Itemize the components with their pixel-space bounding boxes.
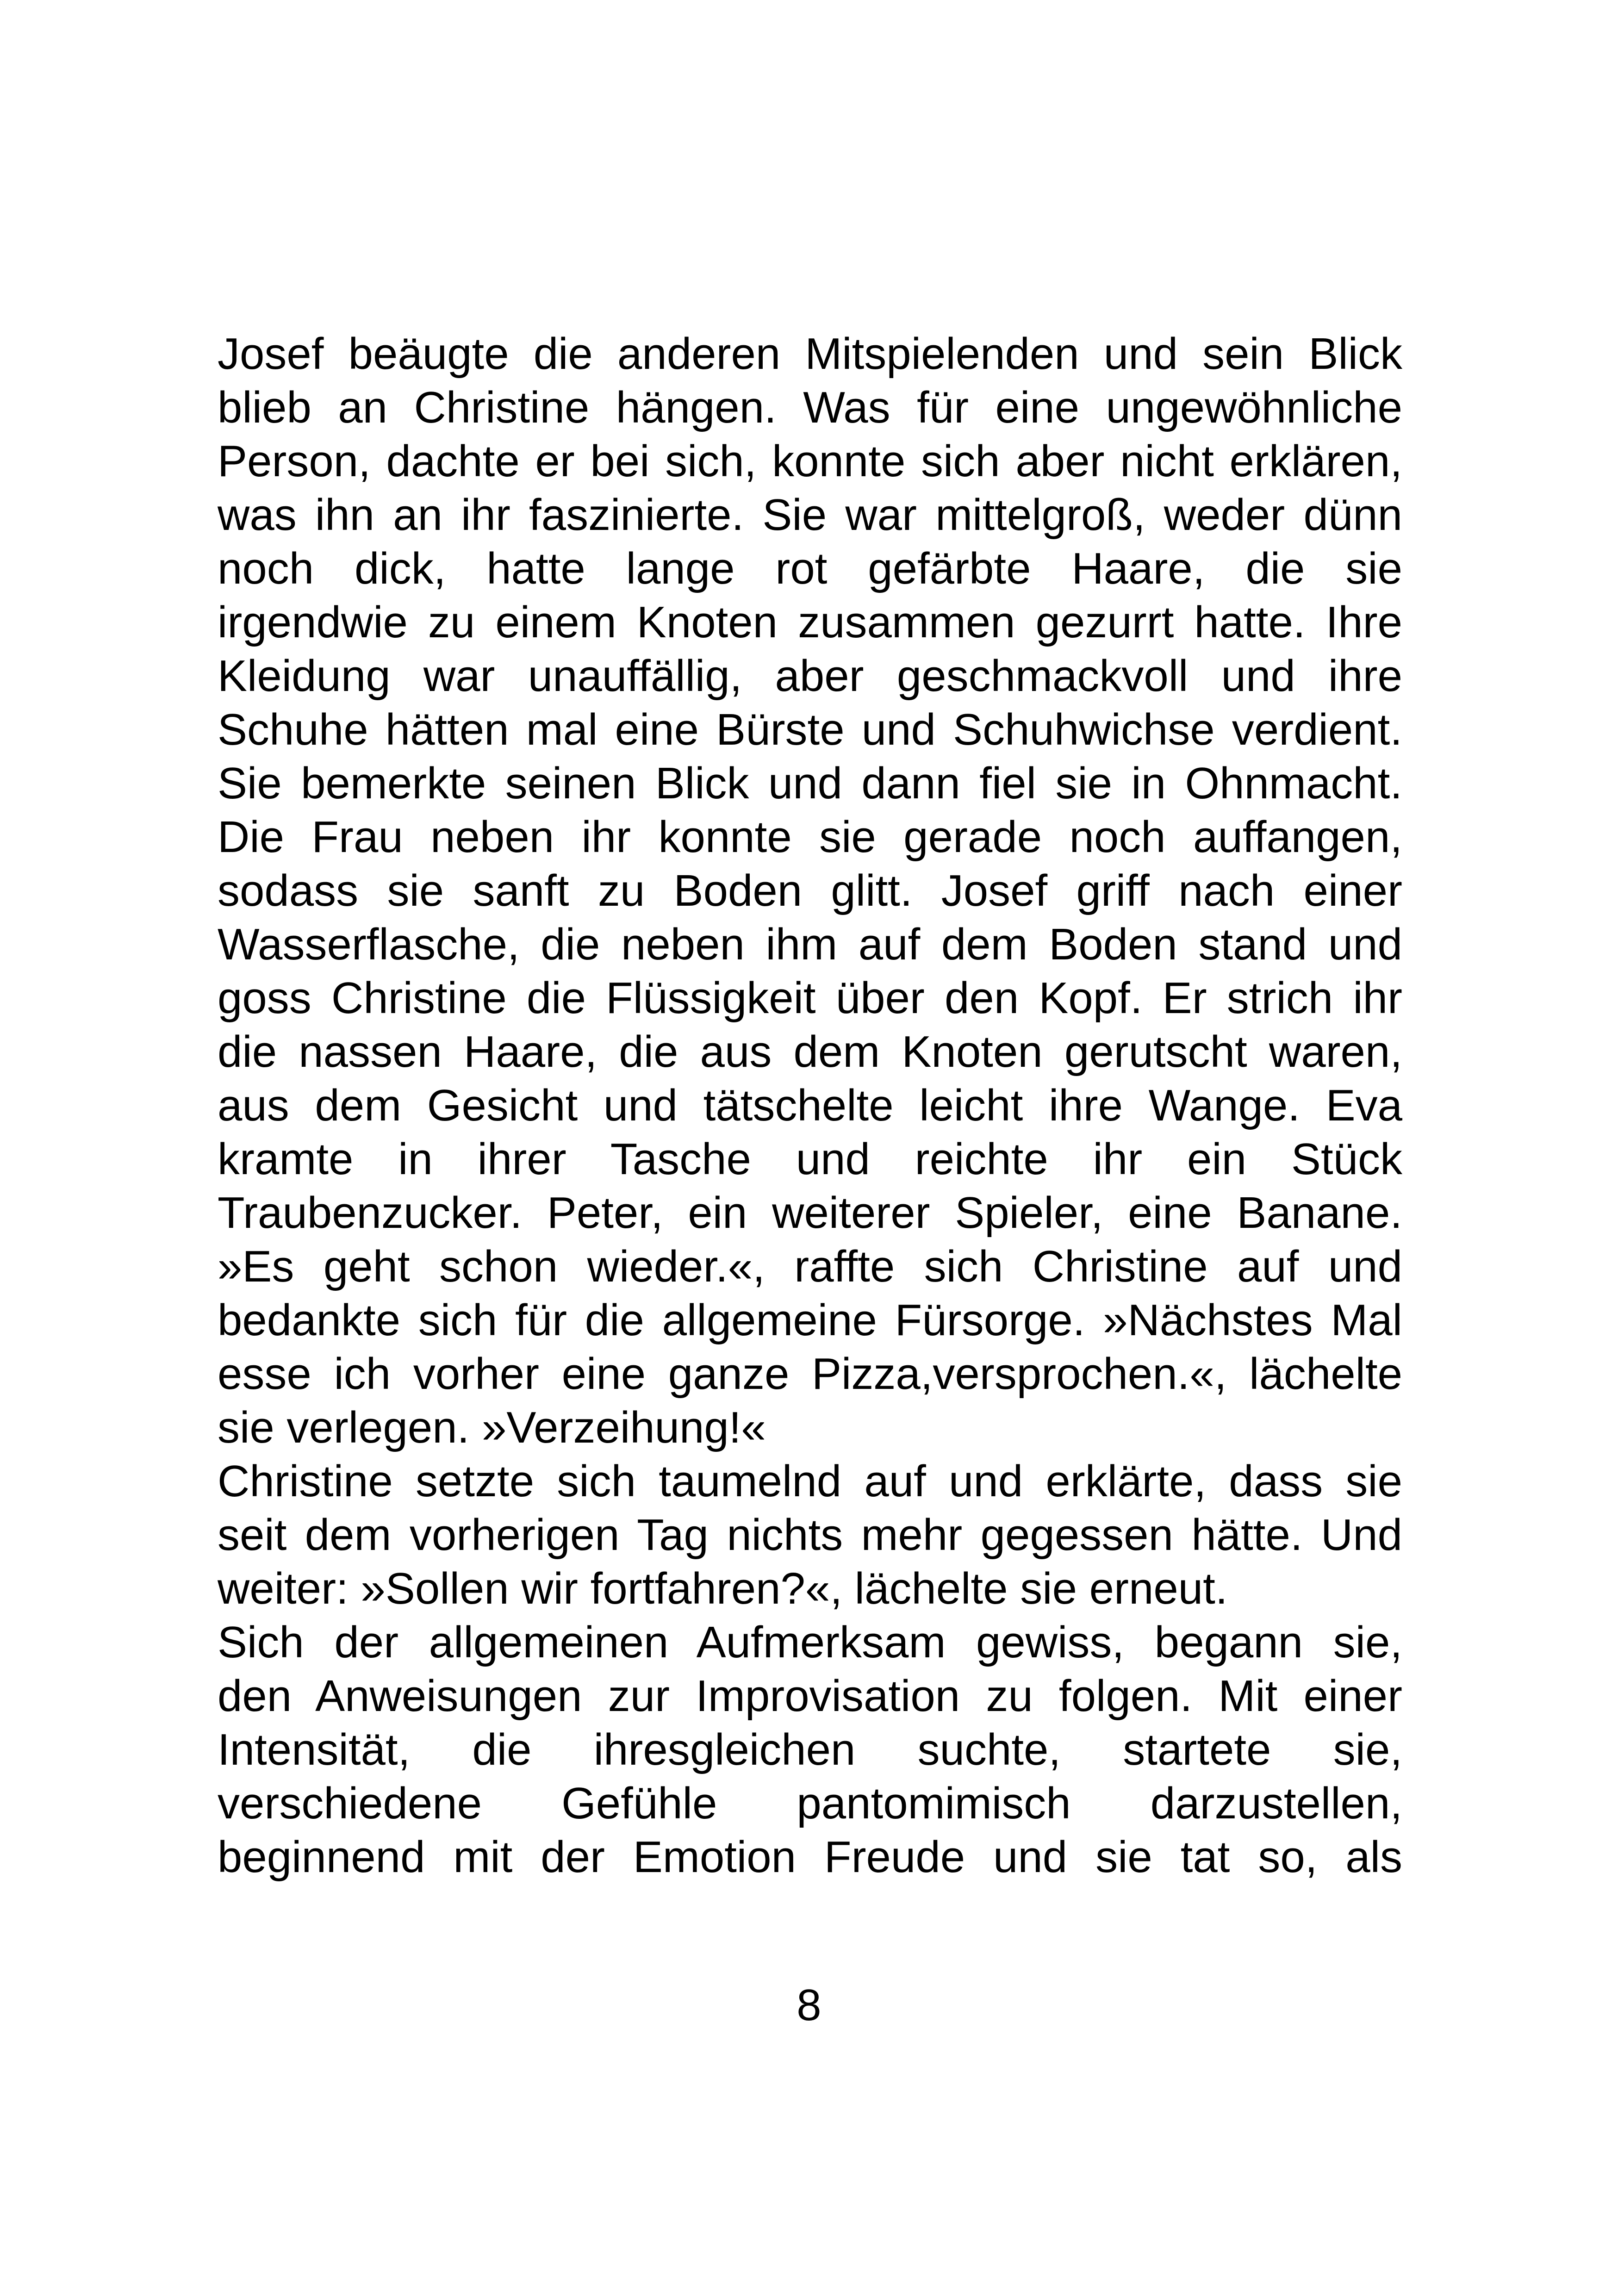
text-line: noch dick, hatte lange rot gefärbte Haare, die sie [218,544,1402,593]
text-line: kramte in ihrer Tasche und reichte ihr ein Stück [218,1134,1402,1184]
text-line: Intensität, die ihresgleichen suchte, startete sie, [218,1725,1402,1774]
text-line: Traubenzucker. Peter, ein weiterer Spieler, eine Banane. [218,1188,1402,1238]
text-line: weiter: »Sollen wir fortfahren?«, lächelte sie erneut. [218,1564,1228,1613]
text-line: irgendwie zu einem Knoten zusammen gezurrt hatte. Ihre [218,597,1402,647]
text-line: Sich der allgemeinen Aufmerksam gewiss, begann sie, [218,1618,1402,1667]
text-line: Josef beäugte die anderen Mitspielenden und sein Blick [218,329,1402,379]
text-line: Die Frau neben ihr konnte sie gerade noch auffangen, [218,812,1402,862]
page-number: 8 [797,1980,821,2030]
text-line: sodass sie sanft zu Boden glitt. Josef griff nach einer [218,866,1402,915]
text-line: esse ich vorher eine ganze Pizza,versprochen.«, lächelte [218,1349,1402,1399]
text-line: Kleidung war unauffällig, aber geschmackvoll und ihre [218,651,1402,701]
text-line: sie verlegen. »Verzeihung!« [218,1403,766,1452]
text-line: »Es geht schon wieder.«, raffte sich Christine auf und [218,1242,1402,1291]
text-line: beginnend mit der Emotion Freude und sie tat so, als [218,1832,1402,1882]
text-line: seit dem vorherigen Tag nichts mehr gegessen hätte. Und [218,1510,1402,1560]
text-line: verschiedene Gefühle pantomimisch darzustellen, [218,1779,1402,1828]
text-line: blieb an Christine hängen. Was für eine ungewöhnliche [218,383,1402,432]
text-line: bedankte sich für die allgemeine Fürsorge. »Nächstes Mal [218,1295,1402,1345]
text-line: Person, dachte er bei sich, konnte sich aber nicht erklären, [218,436,1402,486]
text-line: aus dem Gesicht und tätschelte leicht ihre Wange. Eva [218,1081,1402,1130]
text-line: Schuhe hätten mal eine Bürste und Schuhwichse verdient. [218,705,1402,754]
text-line: den Anweisungen zur Improvisation zu folgen. Mit einer [218,1671,1402,1721]
text-line: goss Christine die Flüssigkeit über den Kopf. Er strich ihr [218,973,1402,1023]
text-line: die nassen Haare, die aus dem Knoten gerutscht waren, [218,1027,1402,1076]
text-line: Sie bemerkte seinen Blick und dann fiel sie in Ohnmacht. [218,759,1402,808]
text-line: Christine setzte sich taumelnd auf und erklärte, dass sie [218,1456,1402,1506]
body-text [218,327,1402,1884]
text-line: was ihn an ihr faszinierte. Sie war mittelgroß, weder dünn [218,490,1402,540]
text-line: Wasserflasche, die neben ihm auf dem Boden stand und [218,920,1402,969]
